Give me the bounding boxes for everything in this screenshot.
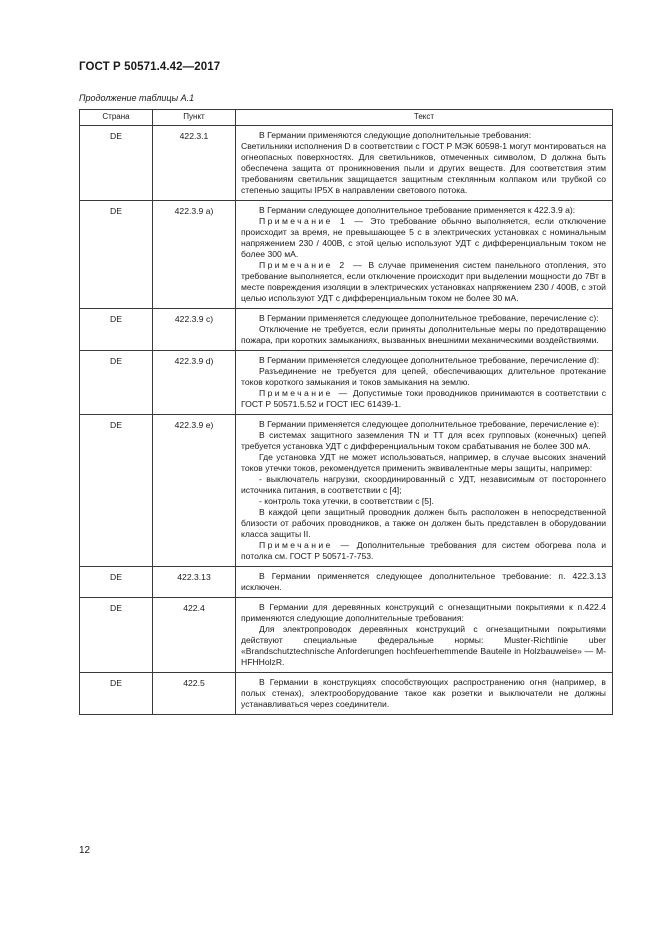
- table-row: [80, 673, 613, 715]
- text-paragraph: В системах защитного заземления TN и TT для всех групповых (конечных) цепей требуется установка УДТ с дифференциальным током срабатывания не более 300 мА.: [241, 430, 606, 451]
- text-paragraph: Для электропроводок деревянных конструкций с огнезащитными покрытиями действуют специальные федеральные нормы: Muster-Richtlinie uber «Brandschutztechnische Anforderungen hochfeuerhemmende Bauteile in Holzbauweise» — M- HFHHolzR.: [241, 624, 606, 667]
- note-paragraph: [241, 260, 606, 304]
- clause-cell: 422.5: [153, 673, 236, 715]
- table-row: [80, 309, 613, 351]
- table-row: [80, 201, 613, 309]
- clause-cell: 422.3.1: [153, 126, 236, 201]
- list-item: - контроль тока утечки, в соответствии с [5].: [259, 496, 434, 506]
- text-cell: [236, 351, 613, 415]
- text-paragraph: Отключение не требуется, если приняты дополнительные меры по предотвращению пожара, при коротких замыканиях, вызванных внешними механическими воздействиями.: [241, 324, 606, 345]
- column-header-country: Страна: [80, 110, 153, 126]
- note-text: Дополнительные требования для систем обогрева пола и потолка см. ГОСТ Р 50571-7-753.: [241, 540, 606, 561]
- text-cell: [236, 415, 613, 567]
- text-paragraph: Светильники исполнения D в соответствии с ГОСТ Р МЭК 60598-1 могут монтироваться на огнеопасных поверхностях. Для светильников, отмеченных символом, D должна быть обеспечена защита от проникновения пыли и других веществ. Для соответствия этим требованиям светильник защищается защитным стеклянным колпаком или трубкой со степенью защиты IP5X в направлении светового потока.: [241, 141, 606, 195]
- clause-cell: 422.3.13: [153, 567, 236, 598]
- table-row: [80, 567, 613, 598]
- text-cell: [236, 201, 613, 309]
- country-cell: DE: [80, 309, 153, 351]
- document-code: ГОСТ Р 50571.4.42—2017: [79, 61, 221, 73]
- note-text: В случае применения систем панельного отопления, это требование выполняется, если отключение происходит при выделении мощности до 7Вт в месте повреждения изоляции в электрических установках напряжением 230 / 400В, с этой целью используют УДТ с дифференциальным током не более 30 мА.: [241, 260, 606, 303]
- requirements-table: [79, 109, 613, 715]
- table-row: [80, 415, 613, 567]
- clause-cell: 422.3.9 a): [153, 201, 236, 309]
- text-paragraph: В Германии применяются следующие дополнительные требования:: [259, 130, 532, 140]
- text-cell: [236, 598, 613, 673]
- text-paragraph: В Германии применяется следующее дополнительное требование, перечисление d):: [259, 355, 600, 365]
- note-text: Это требование обычно выполняется, если отключение происходит за время, не превышающее 5 с в электрических установках с номинальным напряжением 230 / 400В, с этой целью используют УДТ с дифференциальным током не более 300 мА.: [241, 216, 606, 259]
- note-paragraph: [241, 540, 606, 562]
- table-row: [80, 351, 613, 415]
- clause-cell: 422.3.9 d): [153, 351, 236, 415]
- note-label: Примечание 1 —: [259, 216, 366, 226]
- table-row: [80, 126, 613, 201]
- table-row: [80, 598, 613, 673]
- note-label: Примечание 2 —: [259, 260, 365, 270]
- list-item: - выключатель нагрузки, скоординированный с УДТ, независимым от постороннего источника питания, в соответствии с [4];: [241, 474, 606, 495]
- text-paragraph: Где установка УДТ не может использоваться, например, в случае высоких значений токов утечки токов, рекомендуется применить эквивалентные меры защиты, например:: [241, 452, 606, 473]
- text-paragraph: В Германии применяется следующее дополнительное требование, перечисление с):: [259, 313, 599, 323]
- clause-cell: 422.3.9 c): [153, 309, 236, 351]
- note-label: Примечание —: [259, 540, 352, 550]
- table-caption: Продолжение таблицы А.1: [79, 93, 195, 103]
- text-paragraph: Разъединение не требуется для цепей, обеспечивающих длительное протекание токов короткого замыкания и токов замыкания на землю.: [241, 366, 606, 387]
- column-header-text: Текст: [236, 110, 613, 126]
- country-cell: DE: [80, 351, 153, 415]
- country-cell: DE: [80, 415, 153, 567]
- text-paragraph: В каждой цепи защитный проводник должен быть расположен в непосредственной близости от рабочих проводников, а также он должен быть представлен в оборудовании класса защиты II.: [241, 507, 606, 539]
- page-number: 12: [79, 845, 91, 856]
- note-text: Допустимые токи проводников принимаются в соответствии с ГОСТ Р 50571.5.52 и ГОСТ IEC 61439-1.: [241, 388, 606, 409]
- country-cell: DE: [80, 567, 153, 598]
- note-label: Примечание —: [259, 388, 350, 398]
- text-paragraph: В Германии применяется следующее дополнительное требование: п. 422.3.13 исключен.: [241, 571, 606, 592]
- text-cell: [236, 126, 613, 201]
- clause-cell: 422.3.9 e): [153, 415, 236, 567]
- text-paragraph: В Германии для деревянных конструкций с огнезащитными покрытиями к п.422.4 применяются следующие дополнительные требования:: [241, 602, 606, 623]
- country-cell: DE: [80, 673, 153, 715]
- text-cell: [236, 673, 613, 715]
- text-paragraph: В Германии в конструкциях способствующих распространению огня (например, в полых стенах), электрооборудование такое как розетки и выключатели не должны устанавливаться через соединители.: [241, 677, 606, 709]
- text-cell: [236, 567, 613, 598]
- country-cell: DE: [80, 598, 153, 673]
- text-paragraph: В Германии применяется следующее дополнительное требование, перечисление е):: [259, 419, 600, 429]
- note-paragraph: [241, 388, 606, 410]
- clause-cell: 422.4: [153, 598, 236, 673]
- text-cell: [236, 309, 613, 351]
- country-cell: DE: [80, 126, 153, 201]
- country-cell: DE: [80, 201, 153, 309]
- note-paragraph: [241, 216, 606, 260]
- text-paragraph: В Германии следующее дополнительное требование применяется к 422.3.9 а):: [259, 205, 576, 215]
- table-header-row: [80, 110, 613, 126]
- column-header-clause: Пункт: [153, 110, 236, 126]
